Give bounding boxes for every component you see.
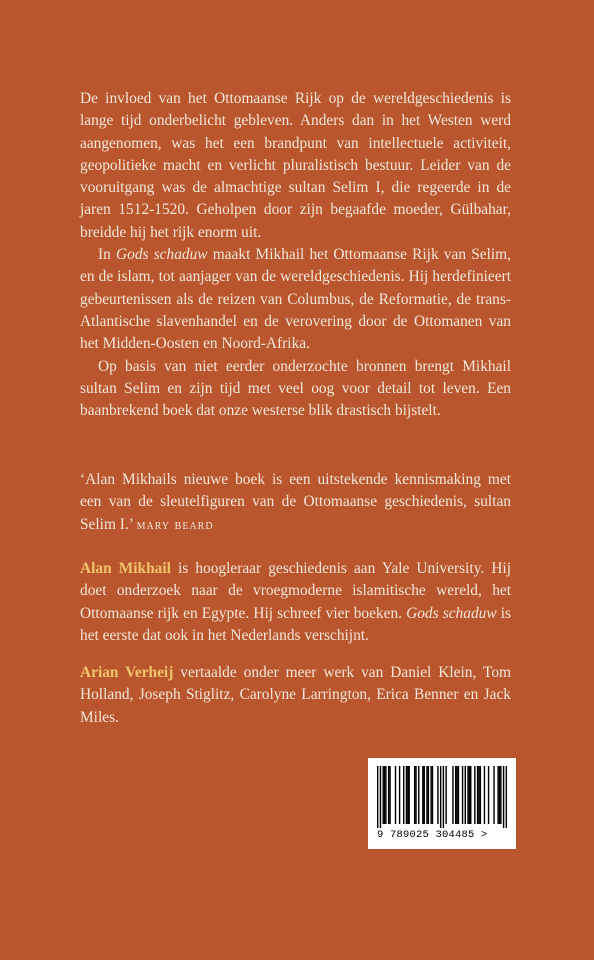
blurb-paragraph-1: De invloed van het Ottomaanse Rijk op de wereldgeschiedenis is lange tijd onderbelicht gebleven. Anders dan in het Westen werd aangenomen, was het een brandpunt van intellectuele activiteit, geopolitieke macht en verlicht pluralistisch bestuur. Leider van de vooruitgang was de almachtige sultan Selim I, die regeerde in de jaren 1512-1520. Geholpen door zijn begaafde moeder, Gülbahar, breidde hij het rijk enorm uit. bbox=[80, 90, 511, 241]
barcode-bar bbox=[389, 766, 390, 824]
translator-bio bbox=[80, 662, 511, 729]
barcode-bar bbox=[497, 766, 498, 824]
barcode-bar bbox=[385, 766, 386, 824]
barcode-digits: 9 789025 304485 > bbox=[377, 829, 488, 841]
barcode-bar bbox=[408, 766, 409, 824]
translator-name: Arian Verheij bbox=[80, 664, 174, 681]
barcode-bar bbox=[377, 766, 378, 828]
barcode-bar bbox=[452, 766, 453, 824]
author-bio bbox=[80, 558, 511, 647]
barcode-bar bbox=[382, 766, 383, 824]
barcode-bar bbox=[506, 766, 507, 828]
blurb bbox=[80, 88, 511, 422]
barcode-bar bbox=[440, 766, 441, 828]
author-bio-book-title: Gods schaduw bbox=[406, 604, 497, 622]
barcode-bar bbox=[384, 766, 385, 824]
barcode-bar bbox=[424, 766, 425, 824]
barcode-bar bbox=[480, 766, 481, 824]
barcode-bar bbox=[500, 766, 501, 824]
barcode-bar bbox=[445, 766, 446, 824]
blurb-paragraph-2 bbox=[80, 244, 511, 355]
barcode-bar bbox=[443, 766, 444, 828]
barcode-bar bbox=[415, 766, 416, 824]
barcode-bar bbox=[467, 766, 468, 824]
barcode-bar bbox=[462, 766, 463, 824]
review-quote bbox=[80, 469, 511, 536]
barcode-bar bbox=[418, 766, 419, 824]
barcode-bar bbox=[437, 766, 438, 824]
author-bio-text-end: is het eerste dat ook in het Nederlands verschijnt. bbox=[80, 604, 511, 644]
barcode-bar bbox=[493, 766, 494, 824]
barcode-bar bbox=[456, 766, 457, 824]
book-title: Gods schaduw bbox=[116, 246, 208, 264]
translator-bio-text: vertaalde onder meer werk van Daniel Klein, Tom Holland, Joseph Stiglitz, Carolyne Larrington, Erica Benner en Jack Miles. bbox=[80, 664, 512, 726]
barcode-bar bbox=[488, 766, 489, 824]
barcode-bar bbox=[430, 766, 431, 824]
barcode-bar bbox=[403, 766, 404, 824]
barcode-bar bbox=[470, 766, 471, 824]
barcode-bar bbox=[414, 766, 415, 824]
barcode-bars bbox=[377, 766, 507, 828]
barcode-bar bbox=[484, 766, 485, 824]
barcode-bar bbox=[399, 766, 400, 824]
barcode-bar bbox=[478, 766, 479, 824]
barcode-bar bbox=[469, 766, 470, 824]
barcode-bar bbox=[422, 766, 423, 824]
barcode-bar bbox=[380, 766, 381, 828]
barcode-bar bbox=[395, 766, 396, 824]
blurb-paragraph-2-prefix: In bbox=[98, 246, 117, 264]
barcode-bar bbox=[503, 766, 504, 828]
barcode-bar bbox=[432, 766, 433, 824]
barcode-bar bbox=[407, 766, 408, 824]
barcode-bar bbox=[458, 766, 459, 824]
barcode-bar bbox=[455, 766, 456, 824]
barcode-bar bbox=[388, 766, 389, 824]
author-bio-text: is hoogleraar geschiedenis aan Yale University. Hij doet onderzoek naar de vroegmoderne islamitische wereld, het Ottomaanse rijk en Egypte. Hij schreef vier boeken. bbox=[80, 560, 511, 622]
barcode-bar bbox=[465, 766, 466, 824]
blurb-paragraph-3: Op basis van niet eerder onderzochte bronnen brengt Mikhail sultan Selim en zijn tijd met veel oog voor detail tot leven. Een baanbrekend boek dat onze westerse blik drastisch bijstelt. bbox=[80, 357, 511, 420]
barcode-bar bbox=[426, 766, 427, 824]
barcode-bar bbox=[428, 766, 429, 824]
blurb-paragraph-2-rest: maakt Mikhail het Ottomaanse Rijk van Selim, en de islam, tot aanjager van de wereldgeschiedenis. Hij herdefinieert gebeurtenissen als de reizen van Columbus, de Reformatie, de trans-Atlantische slavenhandel en de verovering door de Ottomanen van het Midden-Oosten en Noord-Afrika. bbox=[80, 246, 511, 353]
barcode-bar bbox=[474, 766, 475, 824]
barcode-bar bbox=[499, 766, 500, 824]
barcode-bar bbox=[406, 766, 407, 824]
quote-attribution: mary beard bbox=[136, 516, 214, 533]
author-name: Alan Mikhail bbox=[80, 560, 171, 577]
quote-text: ‘Alan Mikhails nieuwe boek is een uitstekende kennismaking met een van de sleutelfiguren van de Ottomaanse geschiedenis, sultan Selim I.’ bbox=[80, 471, 511, 533]
isbn-barcode bbox=[368, 758, 516, 849]
barcode-bar bbox=[477, 766, 478, 824]
